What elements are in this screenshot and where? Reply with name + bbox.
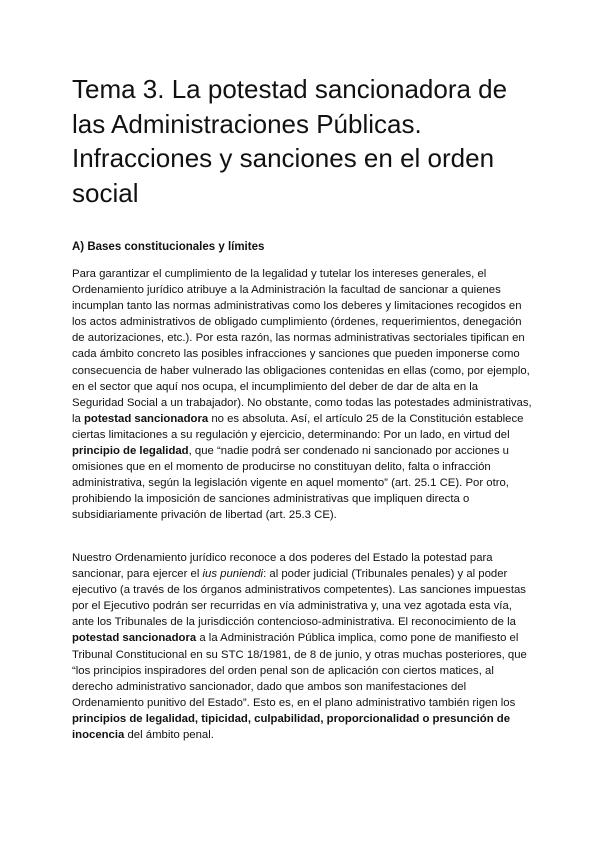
section-heading: A) Bases constitucionales y límites: [72, 241, 265, 253]
paragraph-2: [72, 550, 532, 743]
p1-text-3: , que “nadie podrá ser condenado ni sancionado por acciones u omisiones que en el momento de producirse no constituyan delito, falta o infracción administrativa, según la legislación vigente en aquel momento” (art. 25.1 CE). Por otro, prohibiendo la imposición de sanciones administrativas que impliquen directa o subsidiariamente privación de libertad (art. 25.3 CE).: [72, 445, 509, 522]
p1-text-2: no es absoluta. Así, el artículo 25 de la Constitución establece ciertas limitaciones a su regulación y ejercicio, determinando: Por un lado, en virtud del: [72, 412, 524, 441]
p2-bold-potestad: potestad sancionadora: [72, 632, 197, 645]
p1-text-1: Para garantizar el cumplimiento de la legalidad y tutelar los intereses generales, el Ordenamiento jurídico atribuye a la Administración la facultad de sancionar a quienes incumplan tanto las normas administrativas como los deberes y limitaciones recogidos en los actos administrativos de obligado cumplimiento (órdenes, requerimientos, denegación de autorizaciones, etc.). Por esta razón, las normas administrativas sectoriales tipifican en cada ámbito concreto las posibles infracciones y sanciones que pueden imponerse como consecuencia de haber vulnerado las obligaciones contenidas en ellas (como, por ejemplo, en el sector que aquí nos ocupa, el incumplimiento del deber de dar de alta en la Seguridad Social a un trabajador). No obstante, como todas las potestades administrativas, la: [72, 268, 532, 425]
p2-bold-principios: principios de legalidad, tipicidad, culpabilidad, proporcionalidad o presunción de inocencia: [72, 712, 511, 742]
p2-text-4: del ámbito penal.: [124, 729, 214, 742]
p2-italic-ius-puniendi: ius puniendi: [202, 568, 264, 581]
p2-text-3: a la Administración Pública implica, como pone de manifiesto el Tribunal Constitucional en su STC 18/1981, de 8 de junio, y otras muchas posteriores, que “los principios inspiradores del orden penal son de aplicación con ciertos matices, al derecho administrativo sancionador, dado que ambos son manifestaciones del Ordenamiento punitivo del Estado”. Esto es, en el plano administrativo también rigen los: [72, 632, 527, 709]
p2-text-1: Nuestro Ordenamiento jurídico reconoce a dos poderes del Estado la potestad para sancionar, para ejercer el: [72, 552, 493, 581]
p2-text-2: : al poder judicial (Tribunales penales) y al poder ejecutivo (a través de los órganos administrativos competentes). Las sanciones impuestas por el Ejecutivo podrán ser recurridas en vía administrativa y, una vez agotada esta vía, ante los Tribunales de la jurisdicción contencioso-administrativa. El reconocimiento de la: [72, 568, 526, 629]
paragraph-1: [72, 266, 532, 524]
p1-bold-principio: principio de legalidad: [72, 445, 189, 458]
document-title: Tema 3. La potestad sancionadora de las Administraciones Públicas. Infracciones y sanciones en el orden social: [72, 74, 508, 208]
p1-bold-potestad: potestad sancionadora: [83, 412, 209, 425]
